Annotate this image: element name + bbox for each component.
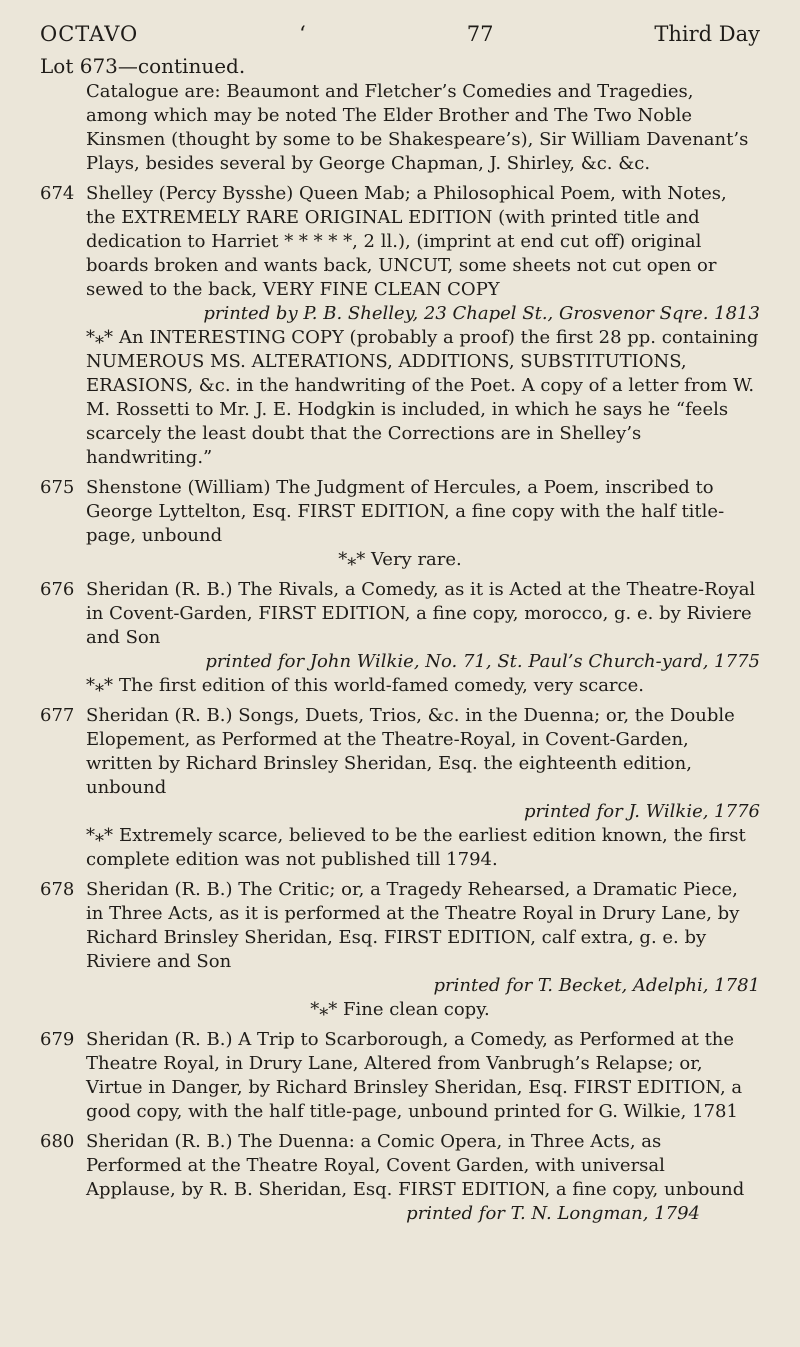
lot-number: 679 — [40, 1029, 75, 1050]
asterism-icon: *⁎* — [338, 549, 366, 570]
lot-675 — [40, 476, 760, 548]
lot-description: Shenstone (William) The Judgment of Hercules, a Poem, inscribed to George Lyttelton, Esq. FIRST EDITION, a fine copy with the half title-page, unbound — [86, 477, 725, 546]
asterism-icon: *⁎* — [310, 999, 338, 1020]
lot-note — [40, 824, 760, 872]
lot-674 — [40, 182, 760, 302]
lot-note — [40, 998, 760, 1022]
lot-description: Sheridan (R. B.) The Rivals, a Comedy, as it is Acted at the Theatre-Royal in Covent-Garden, FIRST EDITION, a fine copy, morocco, g. e. by Riviere and Son — [86, 579, 756, 648]
lot-note-text: Extremely scarce, believed to be the earliest edition known, the first complete edition was not published till 1794. — [86, 825, 746, 870]
lot-note — [40, 548, 760, 572]
lot-678 — [40, 878, 760, 974]
lot-number: 675 — [40, 477, 75, 498]
lot-number: 676 — [40, 579, 75, 600]
lot-note-text: The first edition of this world-famed comedy, very scarce. — [119, 675, 644, 696]
lot-imprint: printed by P. B. Shelley, 23 Chapel St., Grosvenor Sqre. 1813 — [203, 303, 760, 324]
lot-680 — [40, 1130, 760, 1202]
lot-description: Sheridan (R. B.) Songs, Duets, Trios, &c. in the Duenna; or, the Double Elopement, as Performed at the Theatre-Royal, in Covent-Garden, written by Richard Brinsley Sheridan, Esq. the eighteenth edition, unbound — [86, 705, 735, 798]
lot-note-text: An INTERESTING COPY (probably a proof) the first 28 pp. containing NUMEROUS MS. ALTERATIONS, ADDITIONS, SUBSTITUTIONS, ERASIONS, &c. in the handwriting of the Poet. A copy of a letter from W. M. Rossetti to Mr. J. E. Hodgkin is included, in which he says he “feels scarcely the least doubt that the Corrections are in Shelley’s handwriting.” — [86, 327, 759, 468]
lot-number: 678 — [40, 879, 75, 900]
lot-description: Sheridan (R. B.) The Duenna: a Comic Opera, in Three Acts, as Performed at the Theatre Royal, Covent Garden, with universal Applause, by R. B. Sheridan, Esq. FIRST EDITION, a fine copy, unbound — [86, 1131, 745, 1200]
asterism-icon: *⁎* — [86, 675, 113, 696]
lot-imprint: printed for T. Becket, Adelphi, 1781 — [433, 975, 760, 996]
lot-imprint: printed for T. N. Longman, 1794 — [406, 1203, 700, 1224]
header-day: Third Day — [654, 22, 760, 46]
lot-number: 680 — [40, 1131, 75, 1152]
page-number: 77 — [466, 22, 494, 46]
lot-description: Sheridan (R. B.) A Trip to Scarborough, a Comedy, as Performed at the Theatre Royal, in Drury Lane, Altered from Vanbrugh’s Relapse; or, Virtue in Danger, by Richard Brinsley Sheridan, Esq. FIRST EDITION, a good copy, with the half title-page, unbound printed for G. Wilkie, 1781 — [86, 1029, 743, 1122]
lot-note-text: Very rare. — [370, 549, 462, 570]
lot-number: 677 — [40, 705, 75, 726]
lot-677 — [40, 704, 760, 800]
lot-679 — [40, 1028, 760, 1124]
lot-imprint: printed for John Wilkie, No. 71, St. Paul’s Church-yard, 1775 — [205, 651, 760, 672]
lot-673-continued-text: Catalogue are: Beaumont and Fletcher’s Comedies and Tragedies, among which may be noted The Elder Brother and The Two Noble Kinsmen (thought by some to be Shakespeare’s), Sir William Davenant’s Plays, besides several by George Chapman, J. Shirley, &c. &c. — [86, 81, 749, 174]
asterism-icon: *⁎* — [86, 327, 113, 348]
header-mark: ‘ — [299, 22, 306, 46]
lot-note-text: Fine clean copy. — [343, 999, 490, 1020]
lot-imprint: printed for J. Wilkie, 1776 — [524, 801, 760, 822]
lot-note — [40, 326, 760, 470]
asterism-icon: *⁎* — [86, 825, 113, 846]
lot-description: Sheridan (R. B.) The Critic; or, a Tragedy Rehearsed, a Dramatic Piece, in Three Acts, as it is performed at the Theatre Royal in Drury Lane, by Richard Brinsley Sheridan, Esq. FIRST EDITION, calf extra, g. e. by Riviere and Son — [86, 879, 740, 972]
lot-continued-heading: Lot 673—continued. — [40, 54, 246, 78]
lot-note — [40, 674, 760, 698]
lot-description: Shelley (Percy Bysshe) Queen Mab; a Philosophical Poem, with Notes, the EXTREMELY RARE ORIGINAL EDITION (with printed title and dedication to Harriet * * * * *, 2 ll.), (imprint at end cut off) original boards broken and wants back, UNCUT, some sheets not cut open or sewed to the back, VERY FINE CLEAN COPY — [86, 183, 727, 300]
page-header — [40, 22, 760, 46]
lot-676 — [40, 578, 760, 650]
lot-number: 674 — [40, 183, 75, 204]
header-octavo: OCTAVO — [40, 22, 139, 46]
